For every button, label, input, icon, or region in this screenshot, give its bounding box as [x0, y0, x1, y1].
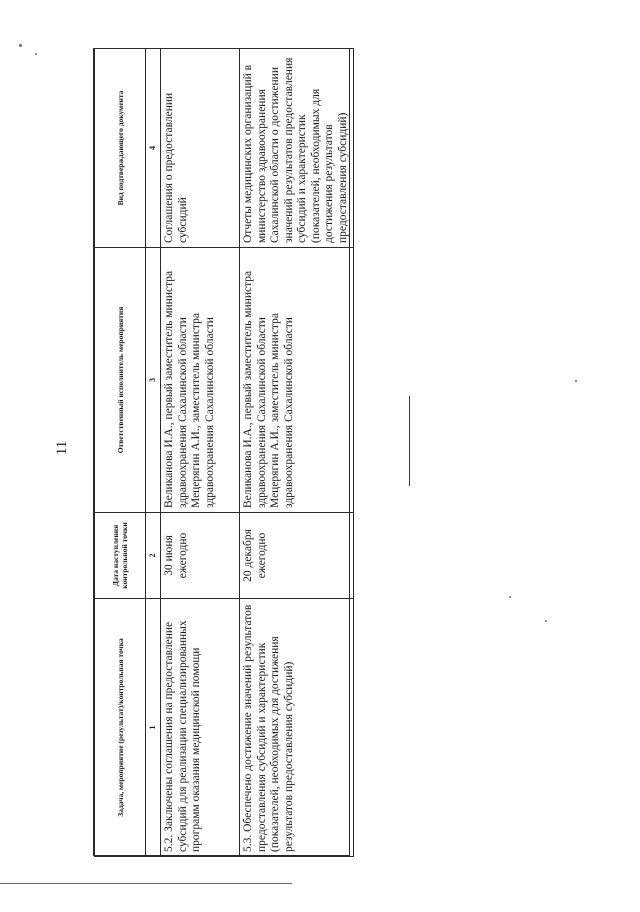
- column-number: 2: [146, 513, 161, 599]
- task-cell: 5.2. Заключены соглашения на предоставление субсидий для реализации специализированных программ оказания медицинской помощи: [161, 599, 240, 857]
- column-number: 3: [146, 248, 161, 513]
- date-cell: 30 июня ежегодно: [161, 513, 240, 599]
- header-document: Вид подтверждающего документа: [95, 49, 146, 248]
- header-date: Дата наступления контрольной точки: [95, 513, 146, 599]
- column-number: 1: [146, 599, 161, 857]
- date-cell: 20 декабря ежегодно: [240, 513, 354, 599]
- column-number: 4: [146, 49, 161, 248]
- executor-cell: Великанова И.А., первый заместитель министра здравоохранения Сахалинской области Мецерягин А.И., заместитель министра здравоохранения Сахалинской области: [161, 248, 240, 513]
- scan-speck: [19, 44, 22, 47]
- executor-cell: Великанова И.А., первый заместитель министра здравоохранения Сахалинской области Мецерягин А.И., заместитель министра здравоохранения Сахалинской области: [240, 248, 354, 513]
- column-number-row: [146, 49, 161, 857]
- scan-speck: [575, 380, 577, 382]
- margin-rule: [409, 396, 410, 486]
- scan-speck: [509, 596, 511, 598]
- scan-speck: [545, 620, 547, 622]
- page-number: 11: [54, 440, 70, 456]
- table-row: [240, 49, 354, 857]
- scan-speck: [35, 53, 37, 55]
- header-task: Задача, мероприятие (результат)/контрольная точка: [95, 599, 146, 857]
- document-table: [93, 48, 350, 856]
- table-row: [161, 49, 240, 857]
- task-cell: 5.3. Обеспечено достижение значений результатов предоставления субсидий и характеристик (показателей, необходимых для достижения результатов предоставления субсидий): [240, 599, 354, 857]
- rotated-table: [94, 48, 354, 857]
- header-executor: Ответственный исполнитель мероприятия: [95, 248, 146, 513]
- document-cell: Отчеты медицинских организаций в министерство здравоохранения Сахалинской области о достижении значений результатов предоставления субсидий и характеристик (показателей, необходимых для достижения результатов предоставления субсидий): [240, 49, 354, 248]
- header-row: [95, 49, 146, 857]
- document-cell: Соглашения о предоставлении субсидий: [161, 49, 240, 248]
- scan-edge-line: [0, 883, 292, 884]
